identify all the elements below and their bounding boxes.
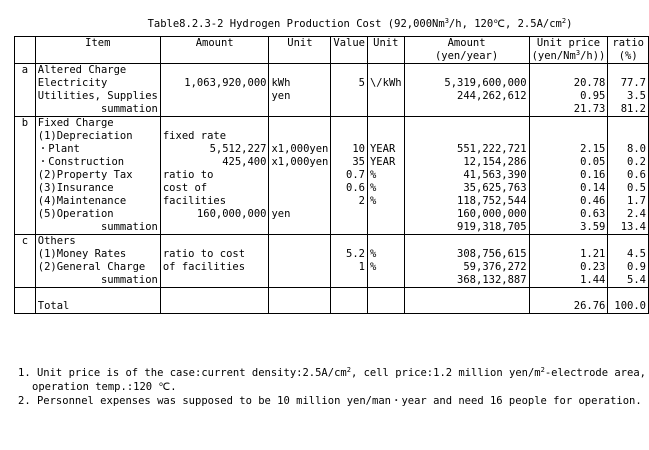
unit-cell: x1,000yen: [269, 156, 331, 169]
unit2-cell: YEAR: [367, 156, 404, 169]
amount-cell: 425,400: [160, 156, 269, 169]
unit2-cell: [367, 221, 404, 235]
item-cell: (1)Depreciation: [35, 130, 160, 143]
amount-yen-cell: 12,154,286: [404, 156, 529, 169]
table-row: [15, 169, 649, 182]
amount-yen-cell: 118,752,544: [404, 195, 529, 208]
amount-cell: cost of: [160, 182, 269, 195]
ratio-cell: 0.2: [608, 156, 649, 169]
ratio-cell: 0.5: [608, 182, 649, 195]
amount-cell: facilities: [160, 195, 269, 208]
value-cell: [331, 130, 368, 143]
table-title: Table8.2.3-2 Hydrogen Production Cost (92,000Nm$^3$/h, 120℃, $2.5A/cm^2$): [147, 17, 573, 30]
section-letter: [15, 90, 36, 103]
value-cell: [331, 208, 368, 221]
header-sub-blank: [367, 50, 404, 64]
amount-cell: [160, 221, 269, 235]
unit2-cell: [367, 117, 404, 131]
section-letter: [15, 156, 36, 169]
unit-price-cell: 0.95: [529, 90, 608, 103]
amount-yen-cell: [404, 130, 529, 143]
total-blank: [160, 300, 269, 314]
item-cell: summation: [35, 221, 160, 235]
ratio-cell: 1.7: [608, 195, 649, 208]
unit-cell: yen: [269, 208, 331, 221]
item-cell: (5)Operation: [35, 208, 160, 221]
section-letter: [15, 274, 36, 288]
unit-cell: [269, 274, 331, 288]
table-row: [15, 235, 649, 249]
item-cell: ・Plant: [35, 143, 160, 156]
unit-price-cell: 1.44: [529, 274, 608, 288]
section-letter: a: [15, 64, 36, 78]
section-letter: [15, 143, 36, 156]
section-letter: [15, 169, 36, 182]
ratio-cell: 8.0: [608, 143, 649, 156]
table-row: [15, 248, 649, 261]
unit-price-cell: [529, 130, 608, 143]
table-row: [15, 274, 649, 288]
table-row: [15, 103, 649, 117]
value-cell: [331, 274, 368, 288]
header-sub-blank: [160, 50, 269, 64]
table-row: [15, 77, 649, 90]
unit-cell: [269, 103, 331, 117]
spacer-cell: [269, 288, 331, 301]
item-cell: ・Construction: [35, 156, 160, 169]
unit2-cell: \/kWh: [367, 77, 404, 90]
amount-cell: [160, 90, 269, 103]
ratio-cell: 77.7: [608, 77, 649, 90]
spacer-row: [15, 288, 649, 301]
header-amount: Amount: [160, 37, 269, 51]
item-cell: (4)Maintenance: [35, 195, 160, 208]
amount-yen-cell: 308,756,615: [404, 248, 529, 261]
header-unit: Unit: [269, 37, 331, 51]
ratio-cell: [608, 64, 649, 78]
ratio-cell: 2.4: [608, 208, 649, 221]
value-cell: 1: [331, 261, 368, 274]
header-ratio-unit: (%): [608, 50, 649, 64]
header-sub-blank: [35, 50, 160, 64]
unit2-cell: [367, 64, 404, 78]
total-blank: [331, 300, 368, 314]
unit2-cell: %: [367, 182, 404, 195]
unit-cell: kWh: [269, 77, 331, 90]
value-cell: 2: [331, 195, 368, 208]
amount-cell: 160,000,000: [160, 208, 269, 221]
value-cell: 10: [331, 143, 368, 156]
amount-yen-cell: 244,262,612: [404, 90, 529, 103]
amount-yen-cell: 368,132,887: [404, 274, 529, 288]
amount-yen-cell: [404, 103, 529, 117]
amount-cell: [160, 274, 269, 288]
unit-price-cell: 0.63: [529, 208, 608, 221]
value-cell: [331, 221, 368, 235]
footnotes: [18, 366, 646, 408]
item-cell: Fixed Charge: [35, 117, 160, 131]
total-row: [15, 300, 649, 314]
item-cell: summation: [35, 274, 160, 288]
item-cell: (1)Money Rates: [35, 248, 160, 261]
total-blank: [269, 300, 331, 314]
amount-cell: of facilities: [160, 261, 269, 274]
value-cell: [331, 235, 368, 249]
value-cell: [331, 103, 368, 117]
table-row: [15, 90, 649, 103]
table-row: [15, 130, 649, 143]
unit-cell: [269, 235, 331, 249]
total-blank: [15, 300, 36, 314]
table-row: [15, 195, 649, 208]
amount-yen-cell: 41,563,390: [404, 169, 529, 182]
unit2-cell: [367, 235, 404, 249]
value-cell: 5: [331, 77, 368, 90]
unit-price-cell: 3.59: [529, 221, 608, 235]
amount-yen-cell: 5,319,600,000: [404, 77, 529, 90]
unit-price-cell: [529, 117, 608, 131]
header-blank: [15, 37, 36, 51]
header-row: [15, 37, 649, 51]
header-amount-yen: Amount: [404, 37, 529, 51]
section-letter: [15, 248, 36, 261]
unit2-cell: [367, 274, 404, 288]
value-cell: 5.2: [331, 248, 368, 261]
section-letter: b: [15, 117, 36, 131]
unit-cell: [269, 130, 331, 143]
table-row: [15, 182, 649, 195]
value-cell: 0.7: [331, 169, 368, 182]
total-unit-price: 26.76: [529, 300, 608, 314]
section-letter: [15, 182, 36, 195]
ratio-cell: 4.5: [608, 248, 649, 261]
section-letter: [15, 195, 36, 208]
unit-price-cell: 2.15: [529, 143, 608, 156]
spacer-cell: [367, 288, 404, 301]
header-sub-blank: [15, 50, 36, 64]
unit-price-cell: 21.73: [529, 103, 608, 117]
total-blank: [367, 300, 404, 314]
header-item: Item: [35, 37, 160, 51]
amount-cell: ratio to cost: [160, 248, 269, 261]
amount-yen-cell: 59,376,272: [404, 261, 529, 274]
total-ratio: 100.0: [608, 300, 649, 314]
value-cell: 0.6: [331, 182, 368, 195]
header-unit-price: Unit price: [529, 37, 608, 51]
amount-yen-cell: [404, 117, 529, 131]
unit2-cell: [367, 103, 404, 117]
item-cell: Electricity: [35, 77, 160, 90]
unit-cell: [269, 221, 331, 235]
amount-cell: 5,512,227: [160, 143, 269, 156]
footnote-1: 1. Unit price is of the case:current $density:2.5A/cm^2$, cell price:1.2 million yen/$m^2$-electrode area, operation temp.:120 ℃.: [18, 366, 646, 393]
ratio-cell: [608, 117, 649, 131]
total-blank: [404, 300, 529, 314]
unit-price-cell: 0.05: [529, 156, 608, 169]
ratio-cell: 3.5: [608, 90, 649, 103]
item-cell: (2)General Charge: [35, 261, 160, 274]
header-unit-price-unit: (yen/Nm$^3$/h)): [529, 50, 608, 64]
unit2-cell: %: [367, 248, 404, 261]
item-cell: Utilities, Supplies: [35, 90, 160, 103]
section-letter: [15, 208, 36, 221]
total-label: Total: [35, 300, 160, 314]
ratio-cell: 0.6: [608, 169, 649, 182]
unit-cell: [269, 64, 331, 78]
header-sub-blank: [269, 50, 331, 64]
amount-cell: [160, 103, 269, 117]
amount-yen-cell: 35,625,763: [404, 182, 529, 195]
item-cell: Altered Charge: [35, 64, 160, 78]
spacer-cell: [529, 288, 608, 301]
unit2-cell: %: [367, 169, 404, 182]
table-row: [15, 64, 649, 78]
header-ratio: ratio: [608, 37, 649, 51]
section-letter: [15, 261, 36, 274]
unit2-cell: %: [367, 261, 404, 274]
unit-cell: [269, 248, 331, 261]
table-row: [15, 208, 649, 221]
header-subrow: [15, 50, 649, 64]
unit2-cell: [367, 208, 404, 221]
unit2-cell: [367, 90, 404, 103]
unit2-cell: %: [367, 195, 404, 208]
unit-cell: [269, 195, 331, 208]
unit-cell: [269, 261, 331, 274]
ratio-cell: [608, 130, 649, 143]
amount-yen-cell: 919,318,705: [404, 221, 529, 235]
header-sub-blank: [331, 50, 368, 64]
header-unit2: Unit: [367, 37, 404, 51]
unit-price-cell: 0.14: [529, 182, 608, 195]
amount-yen-cell: [404, 235, 529, 249]
value-cell: [331, 90, 368, 103]
unit-price-cell: 0.23: [529, 261, 608, 274]
unit-price-cell: 0.16: [529, 169, 608, 182]
unit-price-cell: [529, 64, 608, 78]
section-letter: [15, 77, 36, 90]
unit-cell: yen: [269, 90, 331, 103]
value-cell: [331, 64, 368, 78]
cost-table: [14, 36, 649, 314]
unit-price-cell: 0.46: [529, 195, 608, 208]
unit-price-cell: 20.78: [529, 77, 608, 90]
spacer-cell: [331, 288, 368, 301]
unit-cell: [269, 117, 331, 131]
amount-cell: fixed rate: [160, 130, 269, 143]
spacer-cell: [160, 288, 269, 301]
amount-yen-cell: 160,000,000: [404, 208, 529, 221]
unit-cell: [269, 169, 331, 182]
section-letter: c: [15, 235, 36, 249]
unit-price-cell: 1.21: [529, 248, 608, 261]
header-amount-yen-unit: (yen/year): [404, 50, 529, 64]
footnote-2: 2. Personnel expenses was supposed to be 10 million yen/man・year and need 16 people for operation.: [18, 395, 642, 407]
spacer-cell: [608, 288, 649, 301]
unit-cell: [269, 182, 331, 195]
table-row: [15, 156, 649, 169]
ratio-cell: 13.4: [608, 221, 649, 235]
amount-cell: 1,063,920,000: [160, 77, 269, 90]
amount-cell: [160, 117, 269, 131]
table-row: [15, 221, 649, 235]
amount-cell: [160, 235, 269, 249]
spacer-cell: [35, 288, 160, 301]
spacer-cell: [15, 288, 36, 301]
item-cell: summation: [35, 103, 160, 117]
section-letter: [15, 103, 36, 117]
amount-cell: ratio to: [160, 169, 269, 182]
spacer-cell: [404, 288, 529, 301]
ratio-cell: 0.9: [608, 261, 649, 274]
amount-yen-cell: 551,222,721: [404, 143, 529, 156]
unit2-cell: [367, 130, 404, 143]
value-cell: 35: [331, 156, 368, 169]
amount-cell: [160, 64, 269, 78]
section-letter: [15, 221, 36, 235]
ratio-cell: 5.4: [608, 274, 649, 288]
item-cell: Others: [35, 235, 160, 249]
value-cell: [331, 117, 368, 131]
unit-price-cell: [529, 235, 608, 249]
table-row: [15, 117, 649, 131]
amount-yen-cell: [404, 64, 529, 78]
item-cell: (2)Property Tax: [35, 169, 160, 182]
item-cell: (3)Insurance: [35, 182, 160, 195]
ratio-cell: [608, 235, 649, 249]
unit-cell: x1,000yen: [269, 143, 331, 156]
table-row: [15, 261, 649, 274]
header-value: Value: [331, 37, 368, 51]
ratio-cell: 81.2: [608, 103, 649, 117]
table-row: [15, 143, 649, 156]
section-letter: [15, 130, 36, 143]
unit2-cell: YEAR: [367, 143, 404, 156]
